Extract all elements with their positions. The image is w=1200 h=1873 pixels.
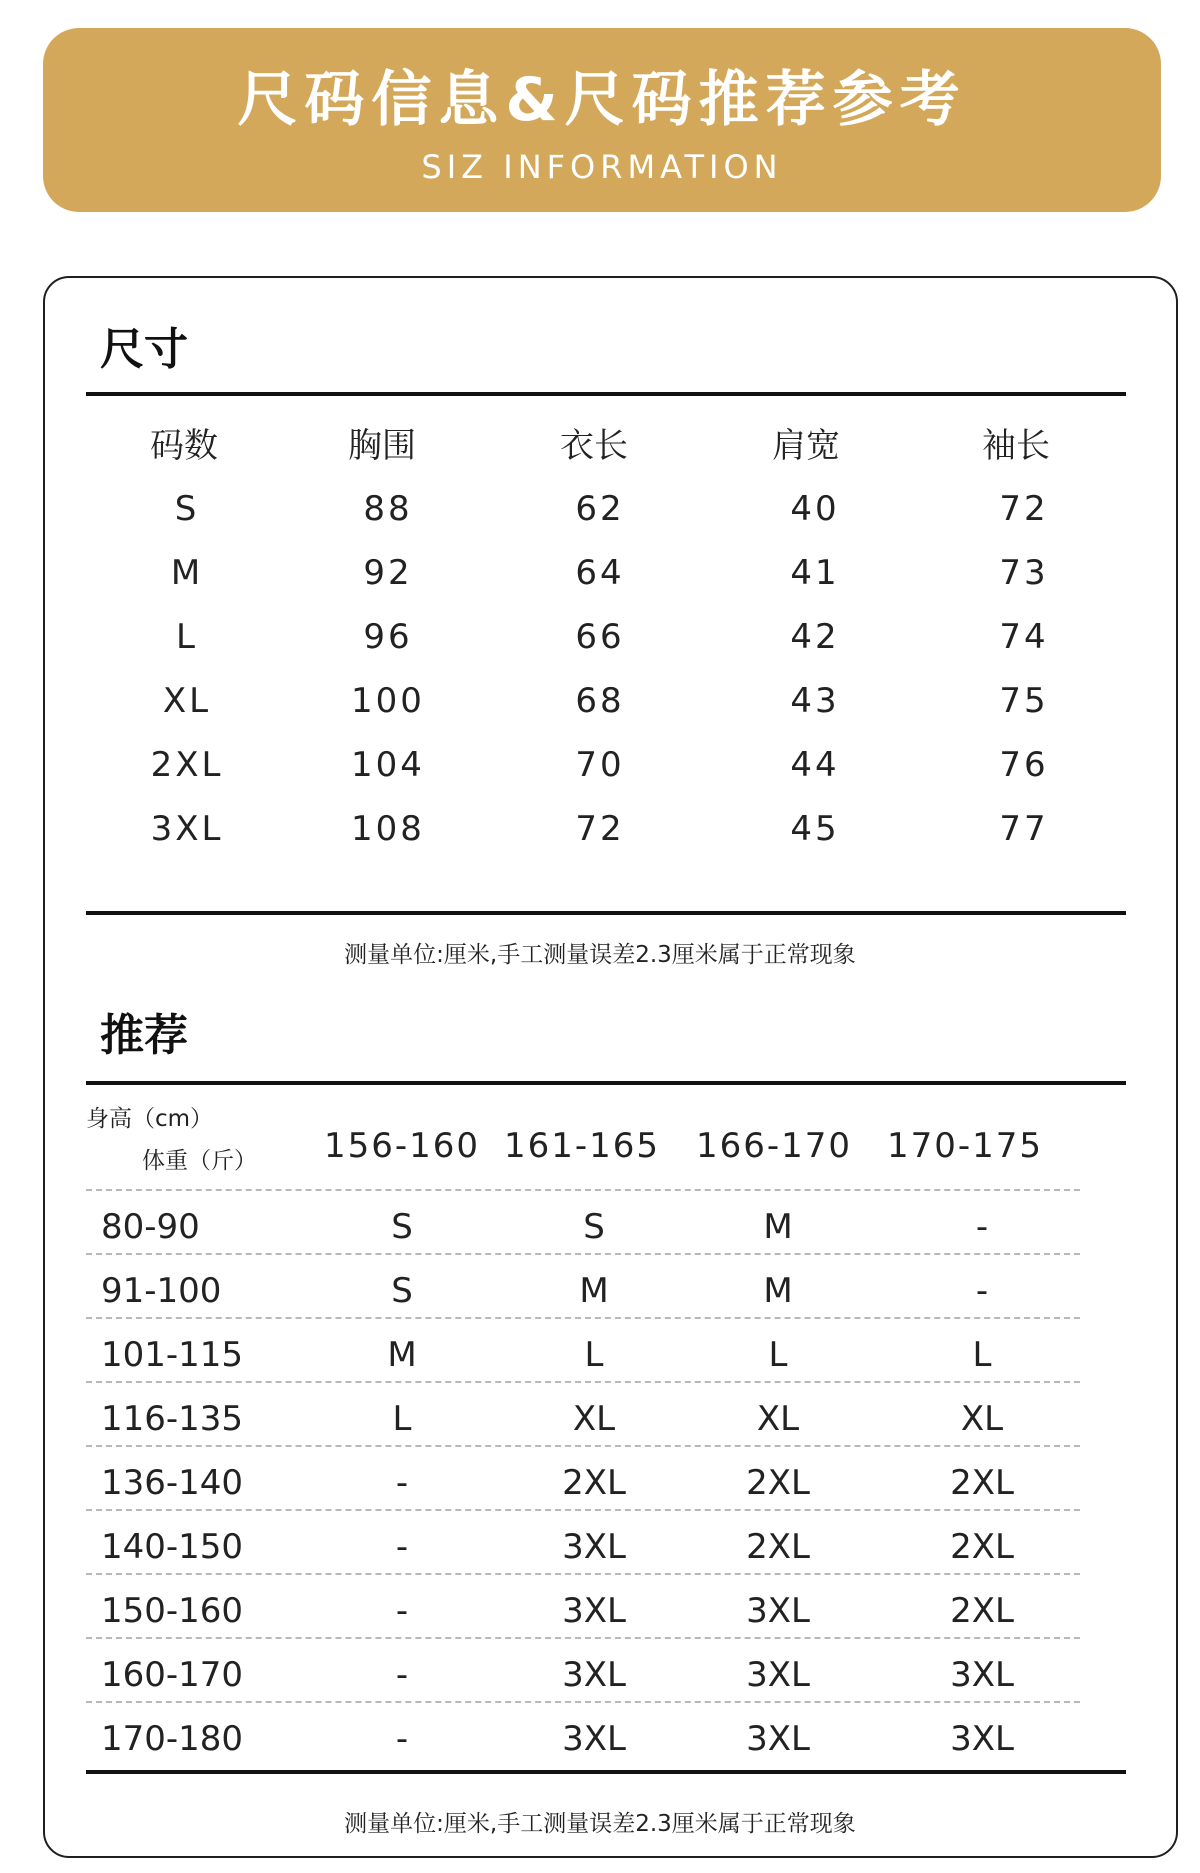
size-cell-size-code: S — [174, 489, 200, 529]
recommended-size-cell: M — [763, 1271, 793, 1311]
row-divider — [86, 1701, 1080, 1703]
recommended-size-cell: - — [395, 1463, 409, 1503]
size-section-top-rule — [86, 392, 1126, 396]
recommended-size-cell: 2XL — [562, 1463, 626, 1503]
size-cell-sleeve: 73 — [999, 553, 1049, 593]
height-axis-label: 身高（cm） — [86, 1106, 214, 1132]
size-cell-sleeve: 75 — [999, 681, 1049, 721]
recommended-size-cell: 2XL — [746, 1527, 810, 1567]
weight-range-label: 140-150 — [101, 1527, 244, 1567]
row-divider — [86, 1637, 1080, 1639]
recommended-size-cell: 2XL — [746, 1463, 810, 1503]
recommended-size-cell: 3XL — [746, 1655, 810, 1695]
size-cell-sleeve: 77 — [999, 809, 1049, 849]
recommended-size-cell: - — [975, 1271, 989, 1311]
size-cell-shoulder: 40 — [790, 489, 840, 529]
size-cell-size-code: 2XL — [150, 745, 224, 785]
recommended-size-cell: L — [392, 1399, 412, 1439]
size-cell-length: 64 — [575, 553, 625, 593]
recommended-size-cell: - — [395, 1527, 409, 1567]
recommended-size-cell: M — [579, 1271, 609, 1311]
size-cell-size-code: M — [170, 553, 204, 593]
weight-range-label: 136-140 — [101, 1463, 244, 1503]
recommended-size-cell: M — [387, 1335, 417, 1375]
recommended-size-cell: - — [395, 1591, 409, 1631]
size-cell-shoulder: 45 — [790, 809, 840, 849]
size-cell-shoulder: 44 — [790, 745, 840, 785]
recommended-size-cell: - — [395, 1655, 409, 1695]
size-cell-chest: 100 — [351, 681, 425, 721]
size-cell-chest: 88 — [363, 489, 413, 529]
banner-title: 尺码信息&尺码推荐参考 — [237, 65, 967, 135]
row-divider — [86, 1381, 1080, 1383]
weight-axis-label: 体重（斤） — [142, 1148, 257, 1174]
weight-range-label: 91-100 — [101, 1271, 222, 1311]
header-banner — [43, 28, 1161, 212]
row-divider — [86, 1445, 1080, 1447]
size-header-shoulder: 肩宽 — [772, 426, 840, 466]
size-cell-length: 66 — [575, 617, 625, 657]
recommend-measurement-note: 测量单位:厘米,手工测量误差2.3厘米属于正常现象 — [344, 1811, 856, 1837]
banner-subtitle: SIZ INFORMATION — [421, 148, 783, 186]
weight-range-label: 150-160 — [101, 1591, 244, 1631]
recommended-size-cell: 3XL — [562, 1527, 626, 1567]
size-section-bottom-rule — [86, 911, 1126, 915]
size-cell-size-code: XL — [162, 681, 212, 721]
size-header-sleeve: 袖长 — [982, 426, 1050, 466]
recommended-size-cell: 3XL — [746, 1719, 810, 1759]
size-cell-chest: 96 — [363, 617, 413, 657]
recommended-size-cell: 2XL — [950, 1591, 1014, 1631]
recommended-size-cell: 3XL — [950, 1655, 1014, 1695]
recommend-section-bottom-rule — [86, 1770, 1126, 1774]
recommended-size-cell: 2XL — [950, 1463, 1014, 1503]
weight-range-label: 101-115 — [101, 1335, 244, 1375]
recommended-size-cell: 3XL — [746, 1591, 810, 1631]
row-divider — [86, 1509, 1080, 1511]
size-cell-sleeve: 74 — [999, 617, 1049, 657]
size-cell-length: 72 — [575, 809, 625, 849]
size-cell-chest: 104 — [351, 745, 425, 785]
weight-range-label: 160-170 — [101, 1655, 244, 1695]
recommended-size-cell: 3XL — [950, 1719, 1014, 1759]
size-cell-chest: 108 — [351, 809, 425, 849]
size-cell-shoulder: 42 — [790, 617, 840, 657]
row-divider — [86, 1573, 1080, 1575]
size-cell-sleeve: 72 — [999, 489, 1049, 529]
size-cell-shoulder: 43 — [790, 681, 840, 721]
size-cell-length: 68 — [575, 681, 625, 721]
recommended-size-cell: 3XL — [562, 1591, 626, 1631]
size-measurement-note: 测量单位:厘米,手工测量误差2.3厘米属于正常现象 — [344, 942, 856, 968]
size-cell-size-code: L — [176, 617, 198, 657]
row-divider — [86, 1253, 1080, 1255]
recommended-size-cell: S — [391, 1271, 413, 1311]
row-divider — [86, 1189, 1080, 1191]
recommended-size-cell: L — [972, 1335, 992, 1375]
size-cell-length: 70 — [575, 745, 625, 785]
size-section-title: 尺寸 — [100, 324, 188, 375]
size-cell-chest: 92 — [363, 553, 413, 593]
recommended-size-cell: S — [583, 1207, 605, 1247]
recommended-size-cell: - — [395, 1719, 409, 1759]
size-header-chest: 胸围 — [348, 426, 416, 466]
recommended-size-cell: XL — [572, 1399, 616, 1439]
weight-range-label: 80-90 — [101, 1207, 200, 1247]
size-cell-size-code: 3XL — [150, 809, 224, 849]
height-range-header: 170-175 — [886, 1126, 1044, 1166]
recommended-size-cell: 3XL — [562, 1719, 626, 1759]
size-cell-length: 62 — [575, 489, 625, 529]
recommended-size-cell: M — [763, 1207, 793, 1247]
recommended-size-cell: XL — [756, 1399, 800, 1439]
size-cell-shoulder: 41 — [790, 553, 840, 593]
size-header-length: 衣长 — [560, 426, 628, 466]
recommended-size-cell: L — [584, 1335, 604, 1375]
recommended-size-cell: 2XL — [950, 1527, 1014, 1567]
size-cell-sleeve: 76 — [999, 745, 1049, 785]
height-range-header: 161-165 — [503, 1126, 661, 1166]
recommend-section-title: 推荐 — [100, 1010, 188, 1061]
height-range-header: 156-160 — [323, 1126, 481, 1166]
recommended-size-cell: XL — [960, 1399, 1004, 1439]
height-range-header: 166-170 — [695, 1126, 853, 1166]
recommended-size-cell: 3XL — [562, 1655, 626, 1695]
weight-range-label: 170-180 — [101, 1719, 244, 1759]
size-header-code: 码数 — [150, 426, 218, 466]
recommended-size-cell: - — [975, 1207, 989, 1247]
recommend-section-top-rule — [86, 1081, 1126, 1085]
recommended-size-cell: L — [768, 1335, 788, 1375]
recommended-size-cell: S — [391, 1207, 413, 1247]
row-divider — [86, 1317, 1080, 1319]
weight-range-label: 116-135 — [101, 1399, 244, 1439]
